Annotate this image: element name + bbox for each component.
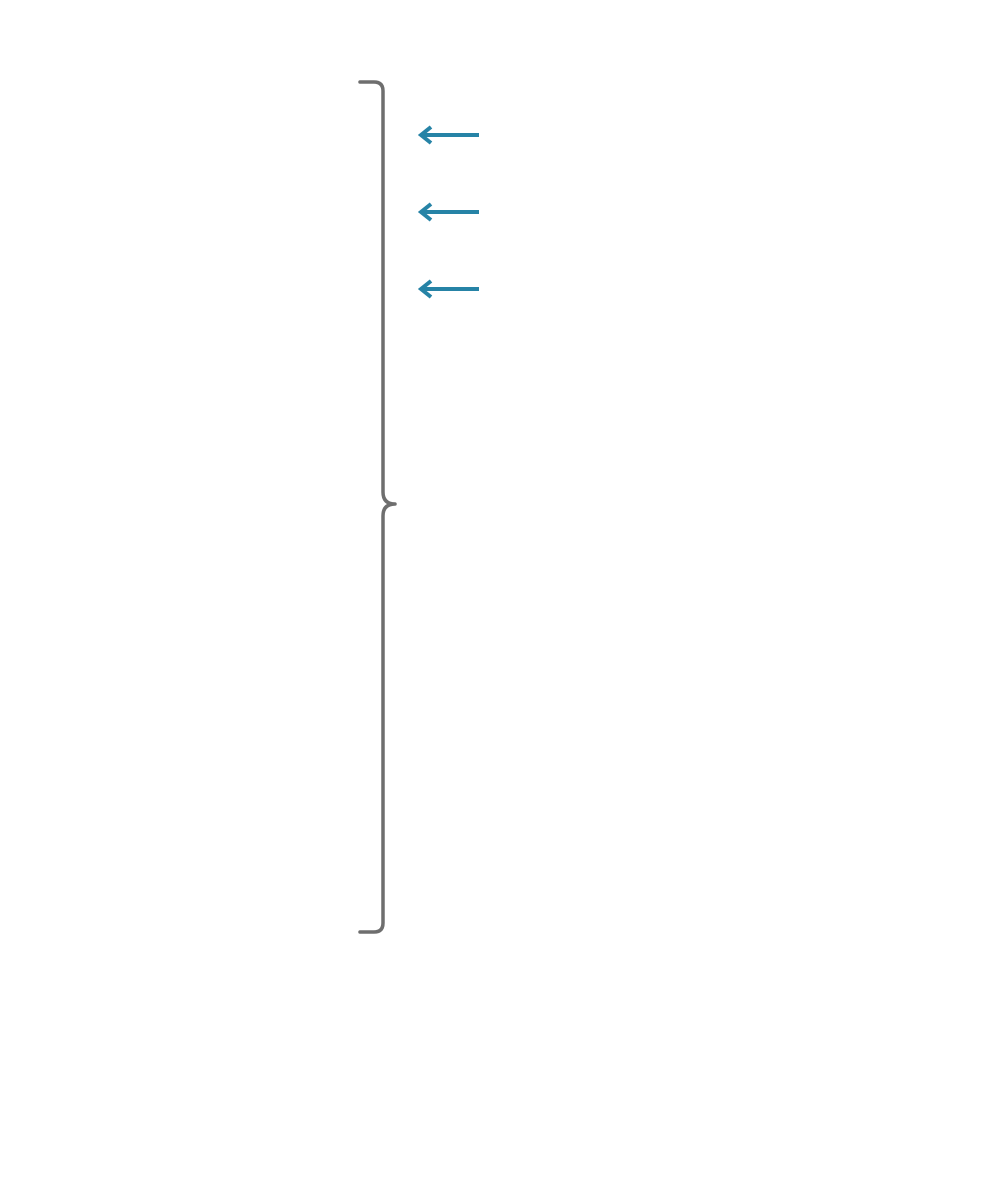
- nettobeitrag-block: [24, 337, 344, 932]
- curly-brace-icon: [358, 74, 398, 940]
- curly-brace-path: [360, 82, 395, 932]
- arrow-left-icon: [418, 202, 480, 222]
- factor-bu-bestand: [418, 182, 502, 242]
- sofortueberschuss-block: [24, 81, 344, 337]
- factor-tarifkalkulation: [418, 105, 502, 165]
- factor-unternehmensertrag: [418, 259, 502, 319]
- arrow-left-icon: [418, 125, 480, 145]
- arrow-left-icon: [418, 279, 480, 299]
